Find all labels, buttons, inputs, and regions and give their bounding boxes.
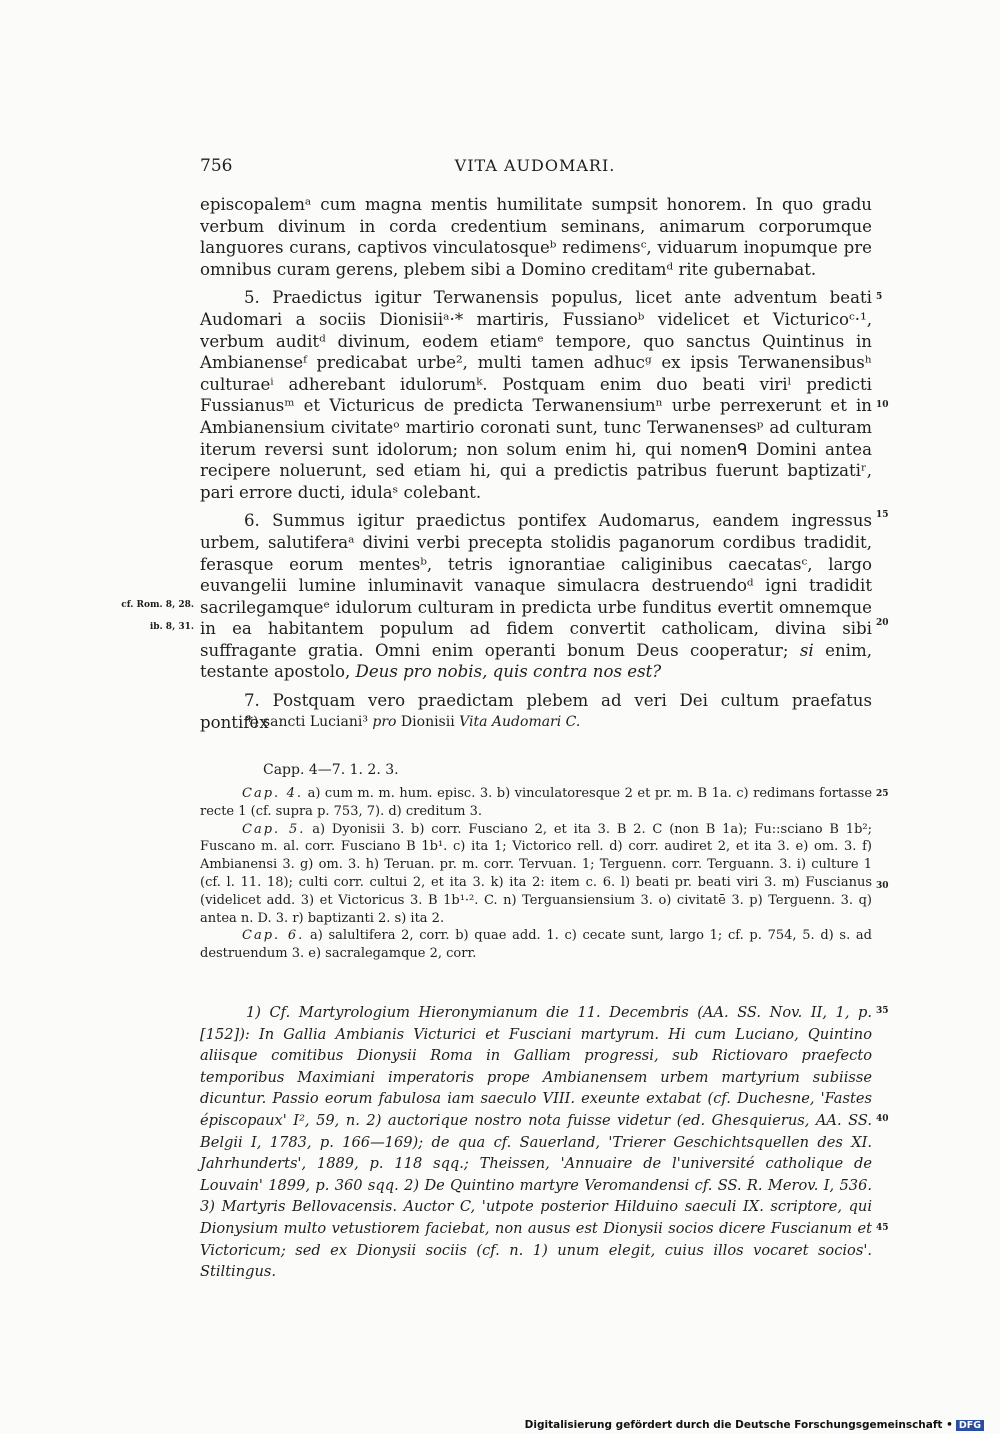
line-number-45: 45 xyxy=(876,1223,889,1233)
paragraph-6-si: si xyxy=(799,640,814,660)
line-number-15: 15 xyxy=(876,510,889,520)
line-number-40: 40 xyxy=(876,1114,889,1124)
page-header xyxy=(200,156,870,180)
star-note-source: Vita Audomari C. xyxy=(459,714,581,730)
critical-apparatus xyxy=(200,785,872,963)
cap-4-text: a) cum m. m. hum. episc. 3. b) vinculatoresque 2 et pr. m. B 1a. c) redimans fortasse recte 1 (cf. supra p. 753, 7). d) creditum 3. xyxy=(200,786,873,819)
cap-5-label: Cap. 5. xyxy=(242,821,306,837)
paragraph-6 xyxy=(200,510,872,683)
paragraph-continuation: episcopalemᵃ cum magna mentis humilitate sumpsit honorem. In quo gradu verbum divinum in corda credentium seminans, animarum corporumque languores curans, captivos vinculatosqueᵇ redimensᶜ, viduarum inopumque pre omnibus curam gerens, plebem sibi a Domino creditamᵈ rite gubernabat. xyxy=(200,195,872,279)
cap-4-label: Cap. 4. xyxy=(242,786,304,801)
star-footnote xyxy=(246,714,580,730)
apparatus-cap-4 xyxy=(200,785,872,821)
line-number-30: 30 xyxy=(876,881,889,891)
line-number-25: 25 xyxy=(876,789,889,799)
footer-text: Digitalisierung gefördert durch die Deutsche Forschungsgemeinschaft • xyxy=(524,1419,953,1431)
source-notes-text: 1) Cf. Martyrologium Hieronymianum die 11. Decembris (AA. SS. Nov. II, 1, p. [152]): In Gallia Ambianis Victurici et Fusciani martyrum. Hi cum Luciano, Quintino aliisque comitibus Dionysii Roma in Galliam progressi, sub Rictiovaro praefecto temporibus Maximiani imperatoris prope Ambianensem urbem martyrium subiisse dicuntur. Passio eorum fabulosa iam saeculo VIII. exeunte extabat (cf. Duchesne, 'Fastes épiscopaux' I², 59, n. 2) auctorique nostro nota fuisse videtur (ed. Ghesquierus, AA. SS. Belgii I, 1783, p. 166—169); de qua cf. Sauerland, 'Trierer Geschichtsquellen des XI. Jahrhunderts', 1889, p. 118 sqq.; Theissen, 'Annuaire de l'université catholique de Louvain' 1899, p. 360 sqq. 2) De Quintino martyre Veromandensi cf. SS. R. Merov. I, 536. 3) Martyris Bellovacensis. Auctor C, 'utpote posterior Hilduino saeculi IX. scriptore, qui Dionysium multo vetustiorem faciebat, non ausus est Dionysii socios dicere Fuscianum et Victoricum; sed ex Dionysii sociis (cf. n. 1) unum elegit, cuius illos vocaret socios'. Stiltingus. xyxy=(200,1004,872,1281)
chapters-manuscripts: Capp. 4—7. 1. 2. 3. xyxy=(263,762,399,778)
cap-6-text: a) salultifera 2, corr. b) quae add. 1. c) cecate sunt, largo 1; cf. p. 754, 5. d) s. ad destruendum 3. e) sacralegamque 2, corr. xyxy=(200,928,873,962)
paragraph-6-quote: Deus pro nobis, quis contra nos est? xyxy=(355,662,662,682)
footer-credit xyxy=(525,1419,984,1431)
cap-6-label: Cap. 6. xyxy=(242,928,305,944)
margin-ref-ib-8-31: ib. 8, 31. xyxy=(149,622,194,632)
apparatus-cap-6 xyxy=(200,927,872,963)
star-note-text-2: Dionisii xyxy=(396,714,460,730)
paragraph-6-text: 6. Summus igitur praedictus pontifex Audomarus, eandem ingressus urbem, salutiferaᵃ divini verbi precepta stolidis paganorum cordibus tradidit, ferasque eorum mentesᵇ, tetris ignorantiae caliginibus caecatasᶜ, largo euvangelii lumine inluminavit vanaque simulacra destruendoᵈ igni tradidit sacrilegamqueᵉ idulorum culturam in predicta urbe funditus evertit omnemque in ea habitantem populum ad fidem convertit catholicam, divina sibi suffragante gratia. Omni enim operanti bonum Deus cooperatur; xyxy=(200,511,872,660)
line-number-5: 5 xyxy=(876,292,883,302)
running-title: VITA AUDOMARI. xyxy=(454,156,616,175)
margin-ref-rom-8-28: cf. Rom. 8, 28. xyxy=(121,600,194,610)
cap-5-text: a) Dyonisii 3. b) corr. Fusciano 2, et ita 3. B 2. C (non B 1a); Fu::sciano B 1b²; Fuscano m. al. corr. Fusciano B 1b¹. c) ita 1; Victorico rell. d) corr. audiret 2, et ita 3. e) om. 3. f) Ambianensi 3. g) om. 3. h) Teruan. pr. m. corr. Tervuan. 1; Terguenn. corr. Terguann. 3. i) culture 1 (cf. l. 11. 18); culti corr. cultui 2, et ita 3. k) ita 2: item c. 6. l) beati pr. beati viri 3. m) Fuscianus (videlicet add. 3) et Victoricus 3. B 1b¹·². C. n) Terguansiensium 3. o) civitatē 3. p) Terguenn. 3. q) antea n. D. 3. r) baptizanti 2. s) ita 2. xyxy=(200,821,872,926)
paragraph-7: 7. Postquam vero praedictam plebem ad veri Dei cultum praefatus pontifex xyxy=(200,691,872,732)
paragraph-6-text-2: enim, testante apostolo, xyxy=(200,640,872,682)
star-note-pro: pro xyxy=(372,714,397,730)
line-number-10: 10 xyxy=(876,400,889,410)
line-number-20: 20 xyxy=(876,618,889,628)
paragraph-5: 5. Praedictus igitur Terwanensis populus, licet ante adventum beati Audomari a sociis Dionisiiᵃ·* martiris, Fussianoᵇ videlicet et Victuricoᶜ·¹, verbum auditᵈ divinum, eodem etiamᵉ tempore, quo sanctus Quintinus in Ambianenseᶠ predicabat urbe², multi tamen adhucᵍ ex ipsis Terwanensibusʰ culturaeⁱ adherebant idulorumᵏ. Postquam enim duo beati viriˡ predicti Fussianusᵐ et Victuricus de predicta Terwanensiumⁿ urbe perrexerunt et in Ambianensium civitateᵒ martirio coronati sunt, tunc Terwanensesᵖ ad culturam iterum reversi sunt idolorum; non solum enim hi, qui nomenᑫ Domini antea recipere noluerunt, sed etiam hi, qui a predictis patribus fuerunt baptizatiʳ, pari errore ducti, idulaˢ colebant. xyxy=(200,288,872,502)
main-text xyxy=(200,194,872,740)
star-note-text: *) sancti Luciani³ xyxy=(246,714,373,730)
dfg-logo: DFG xyxy=(956,1420,984,1431)
line-number-35: 35 xyxy=(876,1006,889,1016)
apparatus-cap-5 xyxy=(200,821,872,928)
source-notes xyxy=(200,1002,872,1283)
page-number: 756 xyxy=(200,156,233,176)
